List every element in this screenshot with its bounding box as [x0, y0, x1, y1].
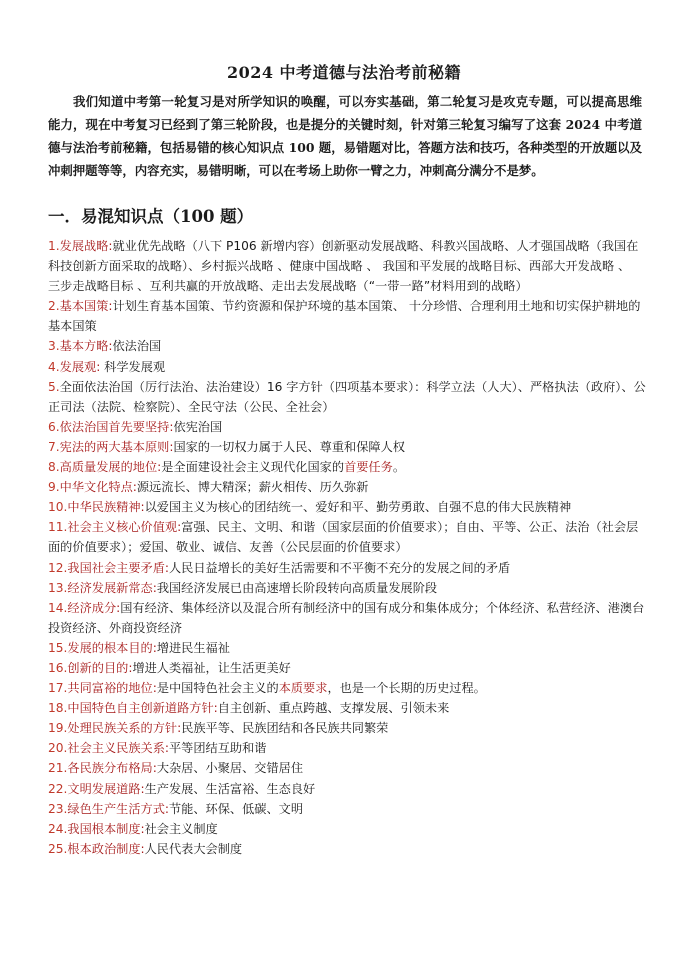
- knowledge-point-item: [48, 457, 646, 477]
- item-text: 是中国特色社会主义的: [156, 681, 279, 696]
- item-text: 节能、环保、低碳、文明: [169, 801, 304, 816]
- item-label: 各民族分布格局:: [67, 761, 157, 776]
- knowledge-point-item: [48, 839, 646, 859]
- item-text: 社会主义制度: [144, 821, 218, 836]
- knowledge-point-item: [48, 558, 646, 578]
- item-label: 发展观:: [59, 359, 101, 374]
- knowledge-point-item: [48, 517, 646, 557]
- item-label: 共同富裕的地位:: [67, 681, 157, 696]
- item-text: 全面依法治国（厉行法治、法治建设）16 字方针（四项基本要求）：科学立法（人大）、严格执法（政府）、公正司法（法院、检察院）、全民守法（公民、全社会）: [48, 379, 646, 414]
- item-text: 我国经济发展已由高速增长阶段转向高质量发展阶段: [156, 580, 438, 595]
- item-text: 国家的一切权力属于人民、尊重和保障人权: [173, 439, 405, 454]
- knowledge-point-item: [48, 357, 646, 377]
- item-label: 我国社会主要矛盾:: [67, 560, 169, 575]
- item-label: 创新的目的:: [67, 660, 133, 675]
- item-text: 富强、民主、文明、和谐（国家层面的价值要求）；自由、平等、公正、法治（社会层面的价值要求）；爱国、敬业、诚信、友善（公民层面的价值要求）: [48, 520, 639, 555]
- knowledge-point-item: [48, 698, 646, 718]
- item-text: 增进人类福祉，让生活更美好: [132, 660, 291, 675]
- item-label: 依法治国首先要坚持:: [59, 419, 174, 434]
- item-text: 自主创新、重点跨越、支撑发展、引领未来: [217, 701, 450, 716]
- item-number: 14.: [48, 600, 68, 615]
- knowledge-point-item: [48, 738, 646, 758]
- item-number: 2.: [48, 299, 60, 314]
- item-number: 12.: [48, 560, 68, 575]
- item-number: 5.: [48, 379, 60, 394]
- item-number: 6.: [48, 419, 60, 434]
- item-label: 绿色生产生活方式:: [67, 801, 169, 816]
- item-text: 增进民生福祉: [156, 640, 230, 655]
- knowledge-point-item: [48, 336, 646, 356]
- item-text: 生产发展、生活富裕、生态良好: [144, 781, 316, 796]
- item-number: 23.: [48, 801, 68, 816]
- item-label: 社会主义民族关系:: [67, 741, 169, 756]
- item-number: 13.: [48, 580, 68, 595]
- item-text: 计划生育基本国策、节约资源和保护环境的基本国策、 十分珍惜、合理利用土地和切实保护耕地的基本国策: [48, 299, 641, 334]
- item-label: 社会主义核心价值观:: [67, 520, 182, 535]
- knowledge-point-item: [48, 236, 646, 296]
- item-number: 25.: [48, 841, 68, 856]
- item-text: 源远流长、博大精深；薪火相传、历久弥新: [136, 480, 369, 495]
- item-text: 以爱国主义为核心的团结统一、爱好和平、勤劳勇敢、自强不息的伟大民族精神: [144, 500, 572, 515]
- knowledge-point-list: [48, 236, 646, 859]
- item-text: 科学发展观: [100, 359, 166, 374]
- knowledge-point-item: [48, 417, 646, 437]
- item-label: 中华文化特点:: [59, 480, 137, 495]
- item-label: 文明发展道路:: [67, 781, 145, 796]
- item-number: 3.: [48, 339, 60, 354]
- item-label: 发展的根本目的:: [67, 640, 157, 655]
- item-text: 民族平等、民族团结和各民族共同繁荣: [181, 721, 389, 736]
- section-heading: 一．易混知识点（100 题）: [48, 207, 254, 226]
- item-number: 19.: [48, 721, 68, 736]
- item-emphasis: 本质要求: [278, 681, 328, 696]
- knowledge-point-item: [48, 758, 646, 778]
- knowledge-point-item: [48, 377, 646, 417]
- item-number: 15.: [48, 640, 68, 655]
- knowledge-point-item: [48, 658, 646, 678]
- item-number: 16.: [48, 660, 68, 675]
- item-number: 8.: [48, 460, 60, 475]
- item-text: 依宪治国: [173, 419, 223, 434]
- item-number: 7.: [48, 439, 60, 454]
- intro-paragraph: 我们知道中考第一轮复习是对所学知识的唤醒，可以夯实基础，第二轮复习是攻克专题，可以提高思维能力，现在中考复习已经到了第三轮阶段，也是提分的关键时刻，针对第三轮复习编写了这套 2024 中考道德与法治考前秘籍，包括易错的核心知识点 100 题，易错题对比，答题方法和技巧，各种类型的开放题以及冲刺押题等等，内容充实，易错明晰，可以在考场上助你一臂之力，冲刺高分满分不是梦。: [48, 94, 642, 178]
- knowledge-point-item: [48, 598, 646, 638]
- item-text: 人民代表大会制度: [144, 841, 243, 856]
- item-label: 我国根本制度:: [67, 821, 145, 836]
- item-label: 高质量发展的地位:: [59, 460, 162, 475]
- item-number: 22.: [48, 781, 68, 796]
- item-label: 经济成分:: [67, 600, 121, 615]
- item-label: 经济发展新常态:: [67, 580, 157, 595]
- item-text: 人民日益增长的美好生活需要和不平衡不充分的发展之间的矛盾: [169, 560, 511, 575]
- document-title: 2024 中考道德与法治考前秘籍: [226, 63, 462, 82]
- item-text: 国有经济、集体经济以及混合所有制经济中的国有成分和集体成分；个体经济、私营经济、港澳台投资经济、外商投资经济: [48, 600, 645, 635]
- item-emphasis: 首要任务: [344, 460, 393, 475]
- item-number: 18.: [48, 701, 68, 716]
- item-number: 4.: [48, 359, 60, 374]
- knowledge-point-item: [48, 497, 646, 517]
- item-label: 中华民族精神:: [67, 500, 145, 515]
- knowledge-point-item: [48, 779, 646, 799]
- knowledge-point-item: [48, 678, 646, 698]
- item-label: 根本政治制度:: [67, 841, 145, 856]
- item-label: 发展战略:: [59, 239, 113, 253]
- knowledge-point-item: [48, 718, 646, 738]
- item-text: 依法治国: [112, 339, 162, 354]
- item-text: 大杂居、小聚居、交错居住: [156, 761, 304, 776]
- knowledge-point-item: [48, 578, 646, 598]
- knowledge-point-item: [48, 477, 646, 497]
- item-number: 10.: [48, 500, 68, 515]
- item-text-after: 。: [392, 460, 405, 475]
- item-number: 24.: [48, 821, 68, 836]
- knowledge-point-item: [48, 799, 646, 819]
- item-label: 中国特色自主创新道路方针:: [67, 701, 218, 716]
- item-label: 处理民族关系的方针:: [67, 721, 182, 736]
- item-number: 17.: [48, 681, 68, 696]
- item-text: 就业优先战略（八下 P106 新增内容）创新驱动发展战略、科教兴国战略、人才强国战略（我国在科技创新方面采取的战略）、乡村振兴战略 、健康中国战略 、 我国和平发展的战略目标、西部大开发战略 、 三步走战略目标 、互利共赢的开放战略、走出去发展战略（“一带一路”材料用到的战略）: [48, 239, 639, 294]
- knowledge-point-item: [48, 437, 646, 457]
- item-number: 20.: [48, 741, 68, 756]
- knowledge-point-item: [48, 638, 646, 658]
- item-label: 宪法的两大基本原则:: [59, 439, 174, 454]
- item-number: 9.: [48, 480, 60, 495]
- item-text: 平等团结互助和谐: [169, 741, 267, 756]
- item-number: 21.: [48, 761, 68, 776]
- item-text: 是全面建设社会主义现代化国家的: [161, 460, 345, 475]
- knowledge-point-item: [48, 819, 646, 839]
- item-number: 1.: [48, 239, 60, 253]
- knowledge-point-item: [48, 296, 646, 336]
- item-text-after: ，也是一个长期的历史过程。: [327, 681, 486, 696]
- item-label: 基本国策:: [59, 299, 113, 314]
- item-label: 基本方略:: [59, 339, 113, 354]
- item-number: 11.: [48, 520, 68, 535]
